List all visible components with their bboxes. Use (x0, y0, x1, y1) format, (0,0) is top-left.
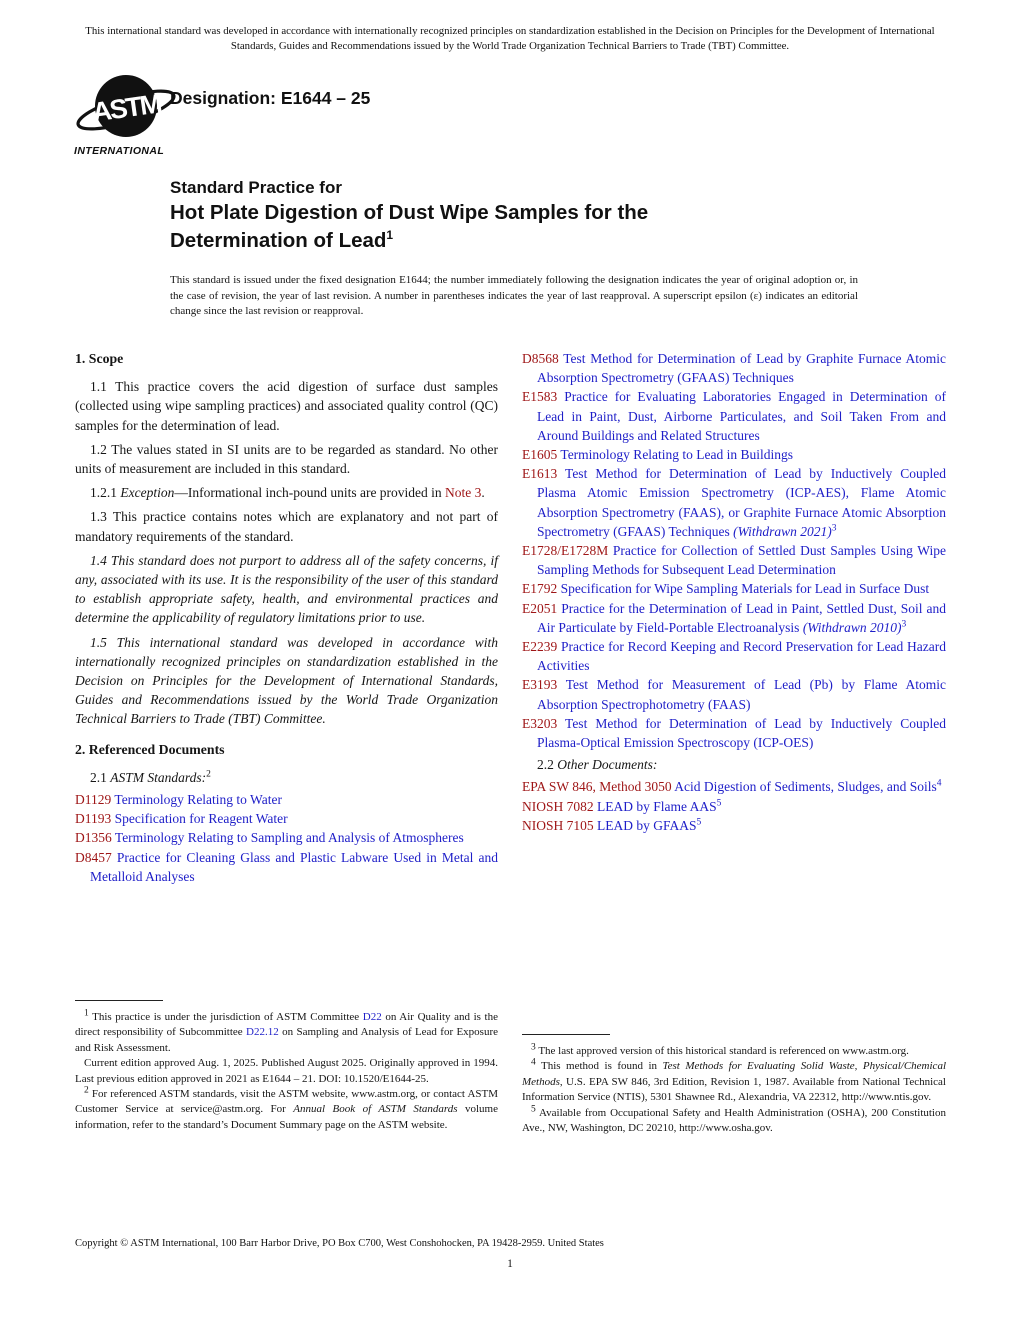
title-block (170, 176, 890, 254)
title-kicker: Standard Practice for (170, 178, 342, 197)
ref-designation-link[interactable]: D1356 (75, 830, 112, 846)
reference-item (75, 848, 498, 886)
ref-designation-link[interactable]: D8457 (75, 849, 112, 865)
ref-designation-link[interactable]: NIOSH 7082 (522, 798, 594, 814)
reference-item (522, 541, 946, 579)
scope-heading: 1. Scope (75, 351, 124, 366)
footnote-marker: 5 (531, 1103, 536, 1114)
note-3-link[interactable]: Note 3 (445, 485, 482, 501)
astm-standards-subheading (75, 768, 498, 787)
ref-title-link[interactable]: Test Method for Determination of Lead by Inductively Coupled Plasma-Optical Emission Spectroscopy (ICP-OES) (537, 715, 946, 751)
footnote-4: $^4$ This method is found in Test Methods for Evaluating Solid Waste, Physical/Chemical Methods, U.S. EPA SW 846, 3rd Edition, Revision 1, 1987. Available from National Technical Information Service (NTIS), 5301 Shawnee Rd., Alexandria, VA 22312, http://www.ntis.gov. (522, 1057, 946, 1104)
other-documents-subheading (522, 755, 946, 774)
scope-paragraph-1-5: 1.5 This international standard was developed in accordance with internationally recognized principles on standardization established in the Decision on Principles for the Development of International Standards, Guides and Recommendations issued by the World Trade Organization Technical Barriers to Trade (TBT) Committee. (75, 634, 498, 727)
ref-title-link[interactable]: Acid Digestion of Sediments, Sludges, and Soils (674, 779, 937, 795)
right-footnotes (522, 1034, 946, 1136)
ref-designation-link[interactable]: E1605 (522, 447, 558, 463)
reference-item (522, 816, 946, 835)
footnote-marker: 4 (531, 1057, 536, 1068)
ref-withdrawn-note: (Withdrawn 2021) (733, 523, 832, 539)
footnote-marker: 1 (84, 1008, 89, 1019)
reference-item (522, 445, 946, 464)
reference-item (522, 349, 946, 387)
title-footnote-marker: 1 (386, 227, 394, 242)
astm-logo (74, 70, 184, 157)
reference-item (522, 387, 946, 445)
scope-paragraph-1-2-1 (75, 483, 498, 502)
subheading-number: 2.2 (537, 757, 558, 773)
reference-item (522, 464, 946, 541)
ref-title-link[interactable]: Specification for Reagent Water (114, 811, 288, 827)
ref-footnote-marker: 5 (696, 817, 702, 828)
exception-label: Exception (120, 485, 175, 501)
left-footnotes (75, 1000, 498, 1133)
reference-item (75, 790, 498, 809)
ref-title-link[interactable]: Practice for Cleaning Glass and Plastic Labware Used in Metal and Metalloid Analyses (90, 849, 498, 884)
reference-item (522, 714, 946, 752)
astm-logo-text: ASTM (90, 88, 163, 128)
reference-item (522, 777, 946, 796)
title-line1: Hot Plate Digestion of Dust Wipe Samples for the (170, 201, 649, 224)
ref-title-link[interactable]: Terminology Relating to Water (114, 792, 282, 808)
ref-designation-link[interactable]: E2051 (522, 600, 558, 616)
page-title (170, 199, 890, 254)
scope-paragraph-1-4: 1.4 This standard does not purport to address all of the safety concerns, if any, associated with its use. It is the responsibility of the user of this standard to establish appropriate safety, health, and environmental practices and determine the applicability of regulatory limitations prior to use. (75, 552, 498, 626)
ref-title-link[interactable]: Specification for Wipe Sampling Materials for Lead in Surface Dust (560, 581, 930, 597)
ref-title-link[interactable]: LEAD by GFAAS (597, 817, 697, 833)
footnote-2: $^2$ For referenced ASTM standards, visit the ASTM website, www.astm.org, or contact ASTM Customer Service at service@astm.org. For Annual Book of ASTM Standards volume information, refer to the standard’s Document Summary page on the ASTM website. (75, 1085, 499, 1131)
copyright-line: Copyright © ASTM International, 100 Barr Harbor Drive, PO Box C700, West Conshohocken, PA 19428-2959. United States (75, 1238, 604, 1249)
footnote-marker: 3 (531, 1042, 536, 1053)
footnote-marker: 2 (84, 1085, 89, 1096)
footnote-edition: Current edition approved Aug. 1, 2025. Published August 2025. Originally approved in 1994. Last previous edition approved in 2021 as E1644 – 21. DOI: 10.1520/E1644-25. (75, 1057, 498, 1085)
ref-footnote-marker: 5 (716, 798, 722, 809)
ref-title-link[interactable]: Practice for Evaluating Laboratories Engaged in Determination of Lead in Paint, Dust, Airborne Particulates, and Soil Taken From and Around Buildings and Related Structures (537, 389, 946, 443)
ref-designation-link[interactable]: E1728/E1728M (522, 543, 609, 559)
subheading-footnote-marker: 2 (206, 769, 211, 780)
ref-designation-link[interactable]: D8568 (522, 351, 559, 366)
reference-item (522, 637, 946, 675)
scope-1-2-1-text: —Informational inch-pound units are provided in (174, 485, 446, 501)
ref-designation-link[interactable]: D1129 (75, 792, 112, 808)
astm-logo-graphic (74, 70, 178, 150)
ref-title-link[interactable]: Test Method for Determination of Lead by Inductively Coupled Plasma Atomic Emission Spectrometry (ICP-AES), Flame Atomic Absorption Spectrometry (FAAS), or Graphite Furnace Atomic Absorption Spectrometry (GFAAS) Techniques (537, 466, 946, 539)
reference-item (522, 675, 946, 713)
ref-designation-link[interactable]: E3203 (522, 715, 558, 731)
committee-d22-link[interactable]: D22 (362, 1011, 382, 1023)
ref-designation-link[interactable]: E1613 (522, 466, 558, 482)
scope-1-2-1-number: 1.2.1 (90, 485, 121, 501)
ref-designation-link[interactable]: EPA SW 846, Method 3050 (522, 779, 672, 795)
subcommittee-d22-12-link[interactable]: D22.12 (246, 1026, 279, 1039)
ref-designation-link[interactable]: E1583 (522, 389, 558, 405)
footnote-1: $^1$ This practice is under the jurisdiction of ASTM Committee D22 on Air Quality and is the direct responsibility of Subcommittee D22.12 on Sampling and Analysis of Lead for Exposure and Risk Assessment. (75, 1008, 499, 1054)
ref-designation-link[interactable]: D1193 (75, 811, 112, 827)
ref-title-link[interactable]: Terminology Relating to Sampling and Analysis of Atmospheres (114, 830, 464, 846)
page-number: 1 (507, 1258, 513, 1270)
footnote-separator (75, 1000, 163, 1001)
ref-designation-link[interactable]: E3193 (522, 677, 558, 693)
ref-title-link[interactable]: Practice for Record Keeping and Record Preservation for Lead Hazard Activities (537, 639, 946, 674)
reference-item (522, 797, 946, 816)
designation: Designation: E1644 – 25 (170, 88, 371, 108)
ref-title-link[interactable]: Terminology Relating to Lead in Buildings (560, 447, 794, 463)
ref-title-link[interactable]: Test Method for Determination of Lead by Graphite Furnace Atomic Absorption Spectrometry (GFAAS) Techniques (537, 351, 946, 386)
scope-paragraph-1-2: 1.2 The values stated in SI units are to be regarded as standard. No other units of measurement are included in this standard. (75, 441, 498, 477)
ref-designation-link[interactable]: NIOSH 7105 (522, 817, 594, 833)
left-column (75, 349, 498, 886)
referenced-documents-heading: 2. Referenced Documents (75, 741, 225, 757)
scope-1-2-1-period: . (481, 485, 485, 501)
ref-title-link[interactable]: Practice for Collection of Settled Dust Samples Using Wipe Sampling Methods for Subsequent Lead Determination (537, 543, 946, 578)
subheading-label: ASTM Standards: (110, 769, 207, 785)
footnote-separator (522, 1034, 610, 1035)
ref-withdrawn-note: (Withdrawn 2010) (802, 619, 902, 635)
scope-paragraph-1-1: 1.1 This practice covers the acid digestion of surface dust samples (collected using wipe sampling practices) and associated quality control (QC) samples for the determination of lead. (75, 379, 498, 433)
ref-title-link[interactable]: Practice for the Determination of Lead in Paint, Settled Dust, Soil and Air Particulate by Field-Portable Electroanalysis (537, 600, 946, 635)
subheading-number: 2.1 (90, 769, 111, 785)
reference-item (522, 599, 946, 637)
ref-footnote-marker: 4 (936, 778, 942, 789)
ref-footnote-marker: 3 (831, 523, 837, 534)
title-line2: Determination of Lead (170, 228, 387, 252)
reference-item (522, 579, 946, 598)
right-column (522, 349, 946, 835)
reference-item (75, 809, 498, 828)
ref-footnote-marker: 3 (901, 619, 907, 630)
footnote-5: $^5$ Available from Occupational Safety and Health Administration (OSHA), 200 Constitution Ave., NW, Washington, DC 20210, http://www.osha.gov. (522, 1103, 946, 1135)
ref-title-link[interactable]: LEAD by Flame AAS (597, 798, 717, 814)
ref-designation-link[interactable]: E2239 (522, 639, 558, 655)
reference-item (75, 828, 498, 847)
issued-under-designation-note: This standard is issued under the fixed designation E1644; the number immediately following the designation indicates the year of original adoption or, in the case of revision, the year of last revision. A number in parentheses indicates the year of last reapproval. A superscript epsilon (ε) indicates an editorial change since the last revision or reapproval. (170, 274, 858, 318)
footnote-3: $^3$ The last approved version of this historical standard is referenced on www.astm.org. (531, 1042, 909, 1057)
ref-designation-link[interactable]: E1792 (522, 581, 558, 597)
wto-principles-note: This international standard was developed in accordance with internationally recognized principles on standardization established in the Decision on Principles for the Development of International Standards, Guides and Recommendations issued by the World Trade Organization Technical Barriers to Trade (TBT) Committee. (85, 25, 935, 52)
ref-title-link[interactable]: Test Method for Measurement of Lead (Pb) by Flame Atomic Absorption Spectrophotometry (FAAS) (537, 677, 946, 712)
astm-international-label: INTERNATIONAL (74, 145, 165, 157)
subheading-label: Other Documents: (557, 757, 658, 773)
scope-paragraph-1-3: 1.3 This practice contains notes which are explanatory and not part of mandatory requirements of the standard. (75, 509, 498, 544)
